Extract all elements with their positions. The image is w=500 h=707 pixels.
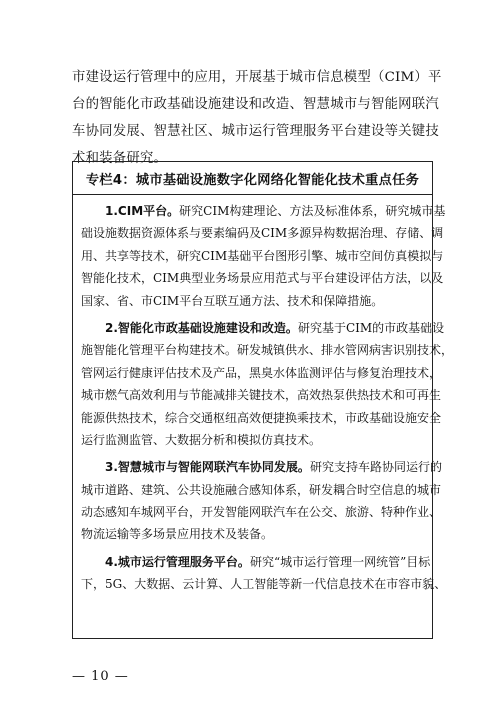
task-line: 用、共享等技术，研究CIM基础平台图形引擎、城市空间仿真模拟与 [81,248,444,263]
page-number: — 10 — [72,669,129,684]
task-title: 1.CIM平台。 [105,204,180,218]
task-line: 管网运行健康评估技术及产品，黑臭水体监测评估与修复治理技术， [81,365,442,380]
intro-line: 术和装备研究。 [72,151,168,166]
task-line: 城市道路、建筑、公共设施融合感知体系，研发耦合时空信息的城市 [81,482,442,497]
task-text: 研究“城市运行管理一网统管”目标 [249,554,431,569]
intro-line: 市建设运行管理中的应用，开展基于城市信息模型（CIM）平 [72,70,442,85]
task-first-line [81,551,431,573]
task-text: 研究CIM构建理论、方法及标准体系，研究城市基 [179,204,446,218]
task-item [81,456,442,546]
task-first-line [81,200,446,222]
task-line: 动态感知车城网平台，开发智能网联汽车在公交、旅游、特种作业、 [81,505,442,520]
task-first-line [81,456,442,478]
box-title: 专栏4：城市基础设施数字化网络化智能化技术重点任务 [73,162,432,195]
task-line: 下，5G、大数据、云计算、人工智能等新一代信息技术在市容市貌、 [81,577,447,592]
task-line: 础设施数据资源体系与要素编码及CIM多源异构数据治理、存储、调 [81,226,444,241]
task-text: 研究支持车路协同运行的 [309,460,442,475]
task-line: 城市燃气高效利用与节能减排关键技术，高效热泵供热技术和可再生 [81,388,442,403]
task-line: 智能化技术，CIM典型业务场景应用范式与平台建设评估方法，以及 [81,271,444,286]
task-item [81,200,446,312]
intro-line: 车协同发展、智慧社区、城市运行管理服务平台建设等关键技 [72,124,439,139]
task-item [81,317,454,451]
task-first-line [81,317,445,339]
task-item [81,551,447,596]
key-tasks-box [72,161,454,639]
task-title: 4.城市运行管理服务平台。 [105,554,250,569]
task-title: 3.智慧城市与智能网联汽车协同发展。 [105,460,310,475]
box-body [73,195,454,596]
task-line: 国家、省、市CIM平台互联互通方法、技术和保障措施。 [81,293,384,308]
task-line: 物流运输等多场景应用技术及装备。 [81,527,274,542]
task-text: 研究基于CIM的市政基础设 [297,320,445,335]
task-line: 施智能化管理平台构建技术。研发城镇供水、排水管网病害识别技术， [81,343,454,358]
intro-paragraph [72,64,442,172]
task-title: 2.智能化市政基础设施建设和改造。 [105,320,298,335]
intro-line: 台的智能化市政基础设施建设和改造、智慧城市与智能网联汽 [72,97,439,112]
task-line: 运行监测监管、大数据分析和模拟仿真技术。 [81,432,322,447]
task-line: 能源供热技术，综合交通枢纽高效便捷换乘技术，市政基础设施安全 [81,410,442,425]
